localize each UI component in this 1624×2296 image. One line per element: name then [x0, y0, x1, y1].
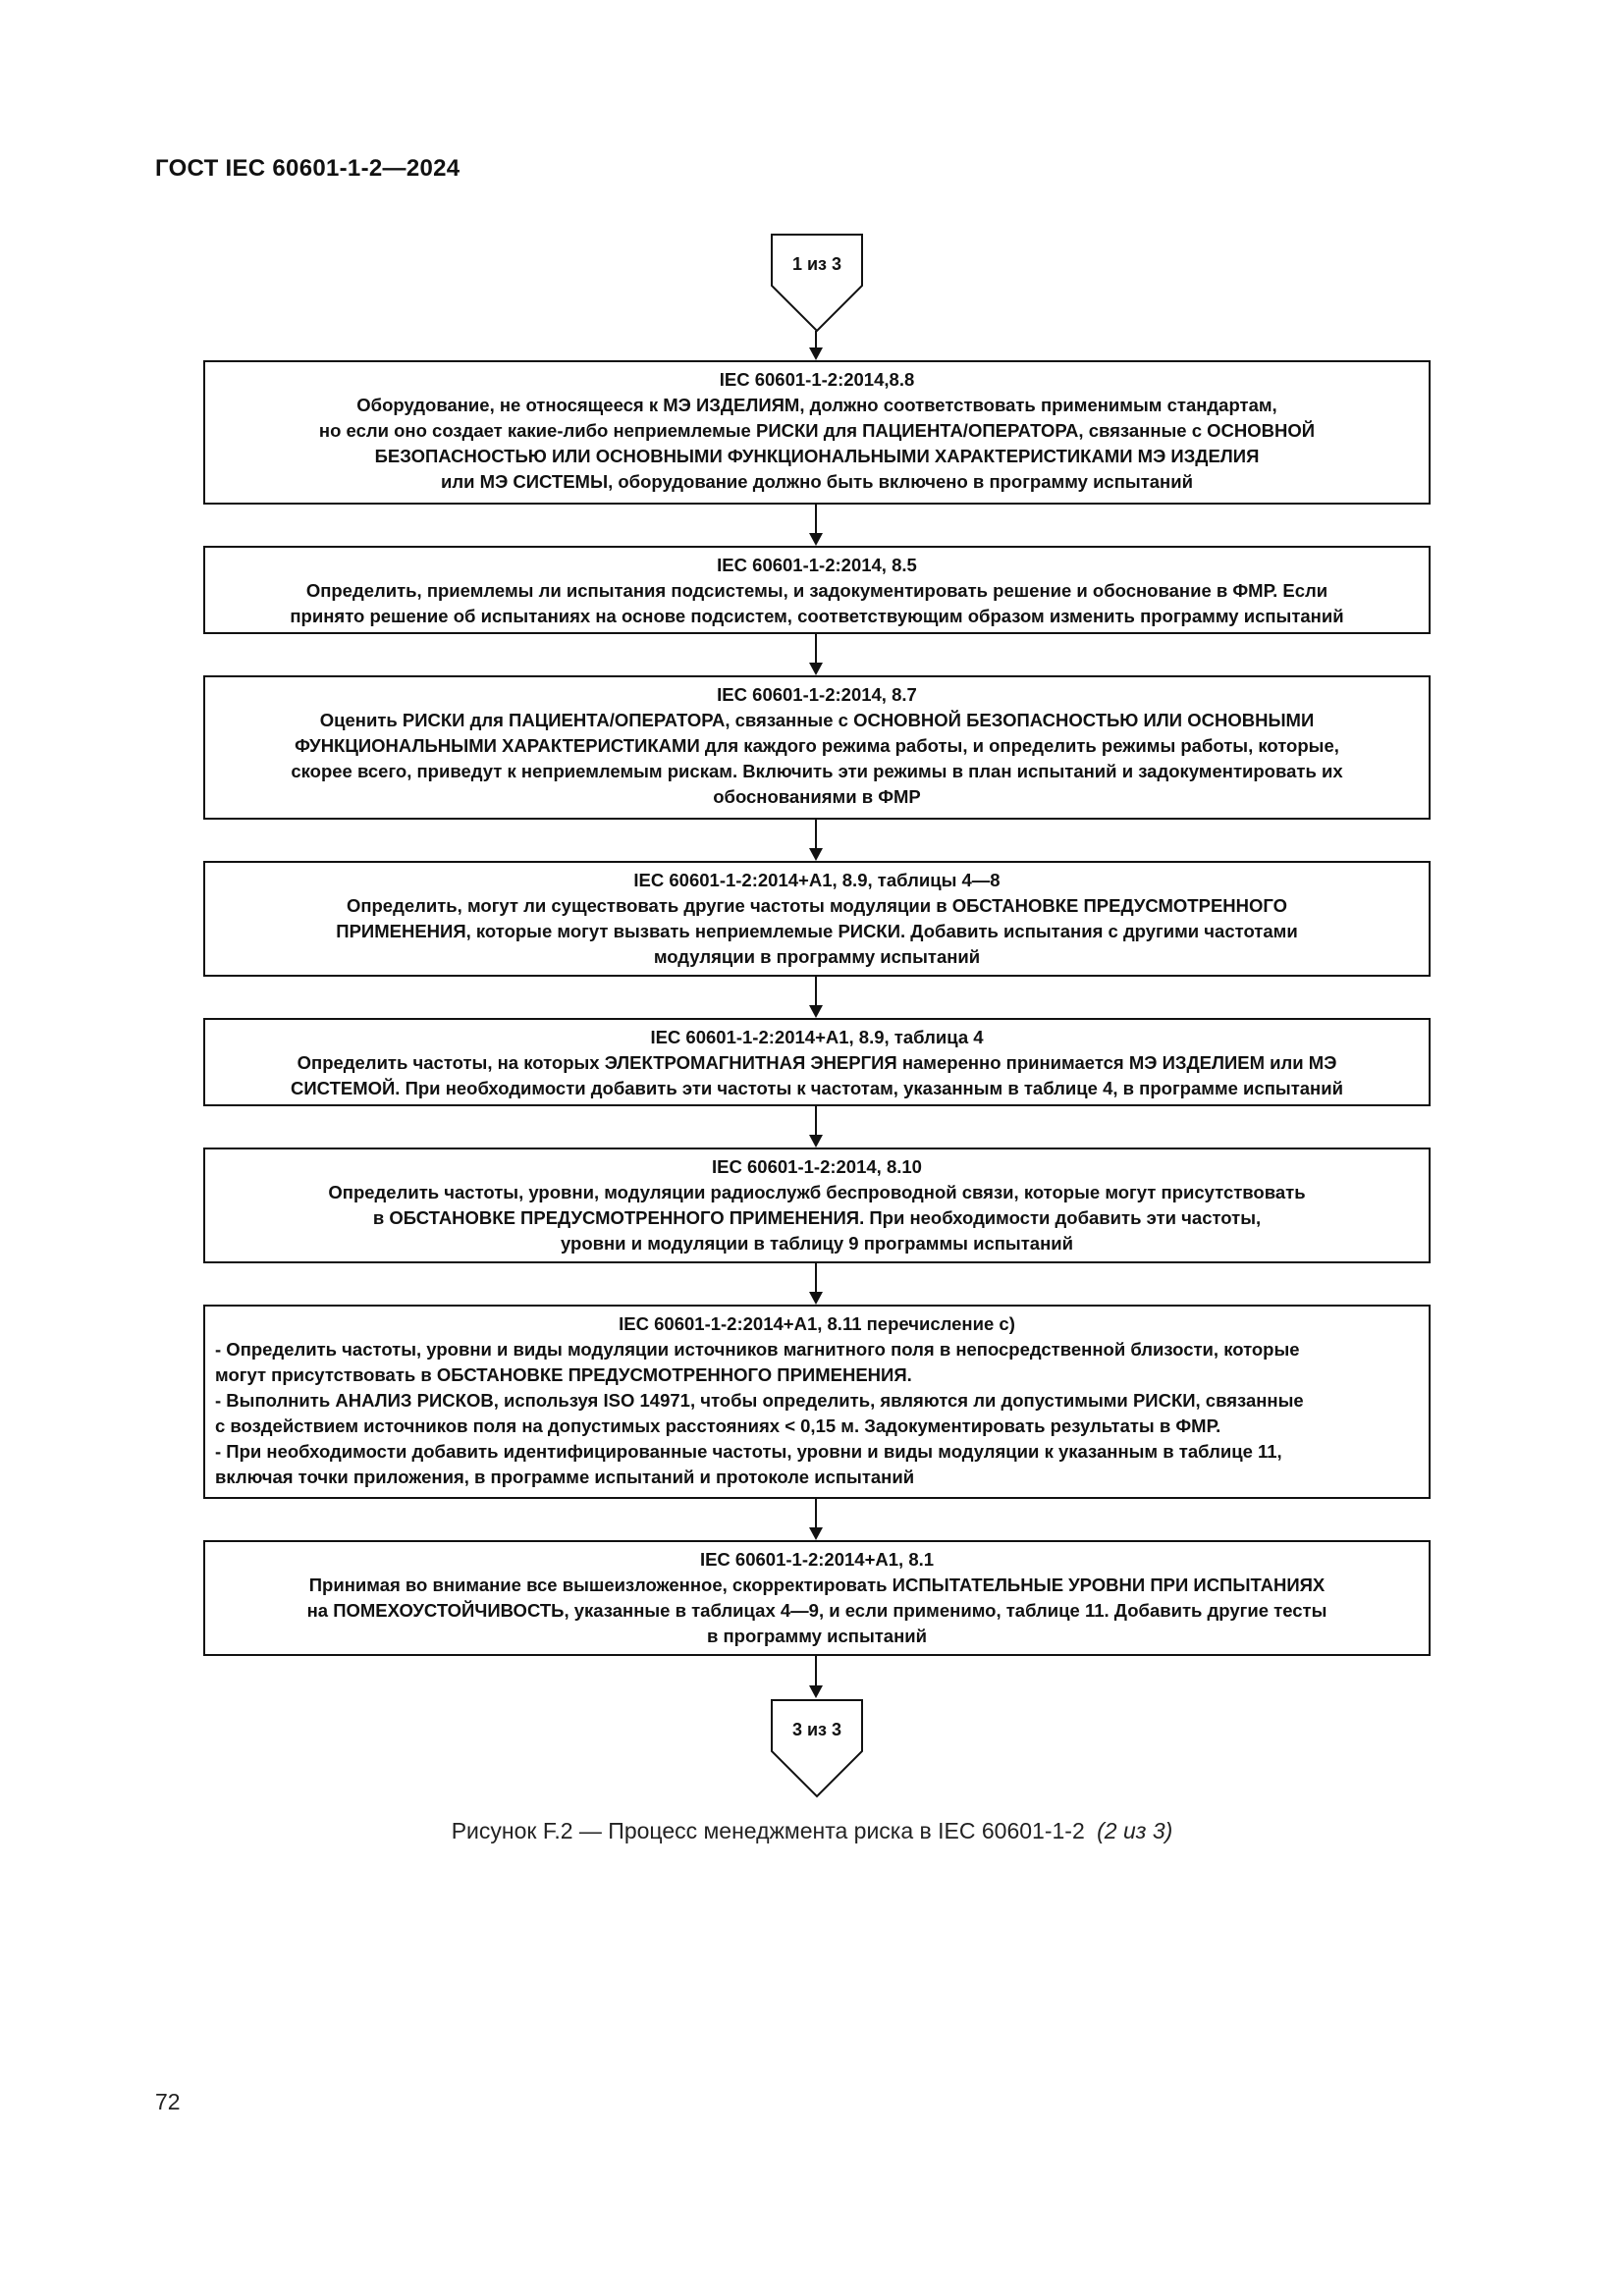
step-box-8-7	[203, 675, 1431, 820]
step-text-line: Определить частоты, уровни, модуляции радиослужб беспроводной связи, которые могут присутствовать	[328, 1182, 1306, 1202]
step-text-line: уровни и модуляции в таблицу 9 программы испытаний	[560, 1233, 1073, 1254]
document-header: ГОСТ IEC 60601-1-2—2024	[155, 155, 460, 182]
step-ref: IEC 60601-1-2:2014,8.8	[719, 369, 915, 390]
step-text-line: с воздействием источников поля на допустимых расстояниях < 0,15 м. Задокументировать результаты в ФМР.	[215, 1415, 1221, 1436]
arrow-down-icon	[809, 1685, 823, 1698]
step-text-line: СИСТЕМОЙ. При необходимости добавить эти частоты к частотам, указанным в таблице 4, в программе испытаний	[291, 1078, 1343, 1098]
offpage-connector-bottom	[770, 1698, 864, 1798]
step-text-line: ФУНКЦИОНАЛЬНЫМИ ХАРАКТЕРИСТИКАМИ для каждого режима работы, и определить режимы работы, которые,	[295, 735, 1339, 756]
step-text-line: обоснованиями в ФМР	[713, 786, 921, 807]
arrow-down-icon	[809, 663, 823, 675]
offpage-connector-bottom-shape	[770, 1698, 864, 1798]
flow-connector	[815, 1499, 817, 1527]
step-text-line: включая точки приложения, в программе испытаний и протоколе испытаний	[215, 1467, 915, 1487]
flow-connector	[815, 1106, 817, 1135]
step-text-line: скорее всего, приведут к неприемлемым рискам. Включить эти режимы в план испытаний и задокументировать их	[291, 761, 1343, 781]
step-text-line: принято решение об испытаниях на основе подсистем, соответствующим образом изменить программу испытаний	[290, 606, 1344, 626]
figure-caption-part: (2 из 3)	[1097, 1818, 1173, 1843]
step-text-line: Определить, приемлемы ли испытания подсистемы, и задокументировать решение и обоснование в ФМР. Если	[305, 580, 1328, 601]
arrow-down-icon	[809, 347, 823, 360]
step-ref: IEC 60601-1-2:2014+A1, 8.1	[699, 1549, 935, 1570]
flow-connector	[815, 634, 817, 663]
offpage-connector-top-shape	[770, 233, 864, 333]
step-box-8-9-table4	[203, 1018, 1431, 1106]
arrow-down-icon	[809, 1527, 823, 1540]
flow-connector	[815, 505, 817, 533]
flow-connector	[815, 1263, 817, 1292]
flow-connector	[815, 977, 817, 1005]
step-ref: IEC 60601-1-2:2014, 8.10	[712, 1156, 922, 1177]
step-text-line: или МЭ СИСТЕМЫ, оборудование должно быть включено в программу испытаний	[441, 471, 1193, 492]
figure-caption-text: Рисунок F.2 — Процесс менеджмента риска в IEC 60601-1-2	[451, 1818, 1085, 1843]
step-text-line: в ОБСТАНОВКЕ ПРЕДУСМОТРЕННОГО ПРИМЕНЕНИЯ. При необходимости добавить эти частоты,	[372, 1207, 1262, 1228]
arrow-down-icon	[809, 1292, 823, 1305]
offpage-connector-top-label: 1 из 3	[791, 254, 842, 274]
step-box-8-1	[203, 1540, 1431, 1656]
step-box-8-11	[203, 1305, 1431, 1499]
step-text-line: Оценить РИСКИ для ПАЦИЕНТА/ОПЕРАТОРА, связанные с ОСНОВНОЙ БЕЗОПАСНОСТЬЮ ИЛИ ОСНОВНЫМИ	[319, 710, 1315, 730]
step-ref: IEC 60601-1-2:2014+A1, 8.11 перечисление c)	[619, 1313, 1015, 1334]
arrow-down-icon	[809, 1135, 823, 1148]
step-text-line: модуляции в программу испытаний	[653, 946, 981, 967]
step-text-line: БЕЗОПАСНОСТЬЮ ИЛИ ОСНОВНЫМИ ФУНКЦИОНАЛЬНЫМИ ХАРАКТЕРИСТИКАМИ МЭ ИЗДЕЛИЯ	[374, 446, 1260, 466]
page-number: 72	[155, 2089, 181, 2114]
step-ref: IEC 60601-1-2:2014, 8.7	[717, 684, 917, 705]
step-box-8-5	[203, 546, 1431, 634]
step-ref: IEC 60601-1-2:2014, 8.5	[717, 555, 917, 575]
step-text-line: - Выполнить АНАЛИЗ РИСКОВ, используя ISO 14971, чтобы определить, являются ли допустимыми РИСКИ, связанные	[215, 1390, 1304, 1411]
step-box-8-8	[203, 360, 1431, 505]
step-text-line: в программу испытаний	[706, 1626, 928, 1646]
step-text-line: Оборудование, не относящееся к МЭ ИЗДЕЛИЯМ, должно соответствовать применимым стандартам,	[356, 395, 1277, 415]
arrow-down-icon	[809, 1005, 823, 1018]
flow-connector	[815, 1656, 817, 1685]
flow-connector	[815, 820, 817, 848]
step-text-line: - При необходимости добавить идентифицированные частоты, уровни и виды модуляции к указанным в таблице 11,	[215, 1441, 1282, 1462]
arrow-down-icon	[809, 848, 823, 861]
step-text-line: Принимая во внимание все вышеизложенное, скорректировать ИСПЫТАТЕЛЬНЫЕ УРОВНИ ПРИ ИСПЫТАНИЯХ	[308, 1575, 1326, 1595]
flow-connector	[815, 331, 817, 347]
arrow-down-icon	[809, 533, 823, 546]
step-text-line: Определить, могут ли существовать другие частоты модуляции в ОБСТАНОВКЕ ПРЕДУСМОТРЕННОГО	[346, 895, 1288, 916]
step-box-8-9-tables	[203, 861, 1431, 977]
step-ref: IEC 60601-1-2:2014+A1, 8.9, таблицы 4—8	[633, 870, 1001, 890]
step-text-line: на ПОМЕХОУСТОЙЧИВОСТЬ, указанные в таблицах 4—9, и если применимо, таблице 11. Добавить другие тесты	[306, 1600, 1327, 1621]
offpage-connector-top	[770, 233, 864, 333]
step-text-line: - Определить частоты, уровни и виды модуляции источников магнитного поля в непосредственной близости, которые	[215, 1339, 1300, 1360]
step-ref: IEC 60601-1-2:2014+A1, 8.9, таблица 4	[650, 1027, 984, 1047]
step-text-line: ПРИМЕНЕНИЯ, которые могут вызвать неприемлемые РИСКИ. Добавить испытания с другими частотами	[336, 921, 1298, 941]
step-text-line: могут присутствовать в ОБСТАНОВКЕ ПРЕДУСМОТРЕННОГО ПРИМЕНЕНИЯ.	[215, 1364, 912, 1385]
step-text-line: Определить частоты, на которых ЭЛЕКТРОМАГНИТНАЯ ЭНЕРГИЯ намеренно принимается МЭ ИЗДЕЛИЕМ или МЭ	[297, 1052, 1337, 1073]
figure-caption	[0, 1818, 1624, 1844]
step-box-8-10	[203, 1148, 1431, 1263]
step-text-line: но если оно создает какие-либо неприемлемые РИСКИ для ПАЦИЕНТА/ОПЕРАТОРА, связанные с ОСНОВНОЙ	[318, 420, 1316, 441]
offpage-connector-bottom-label: 3 из 3	[791, 1720, 842, 1739]
